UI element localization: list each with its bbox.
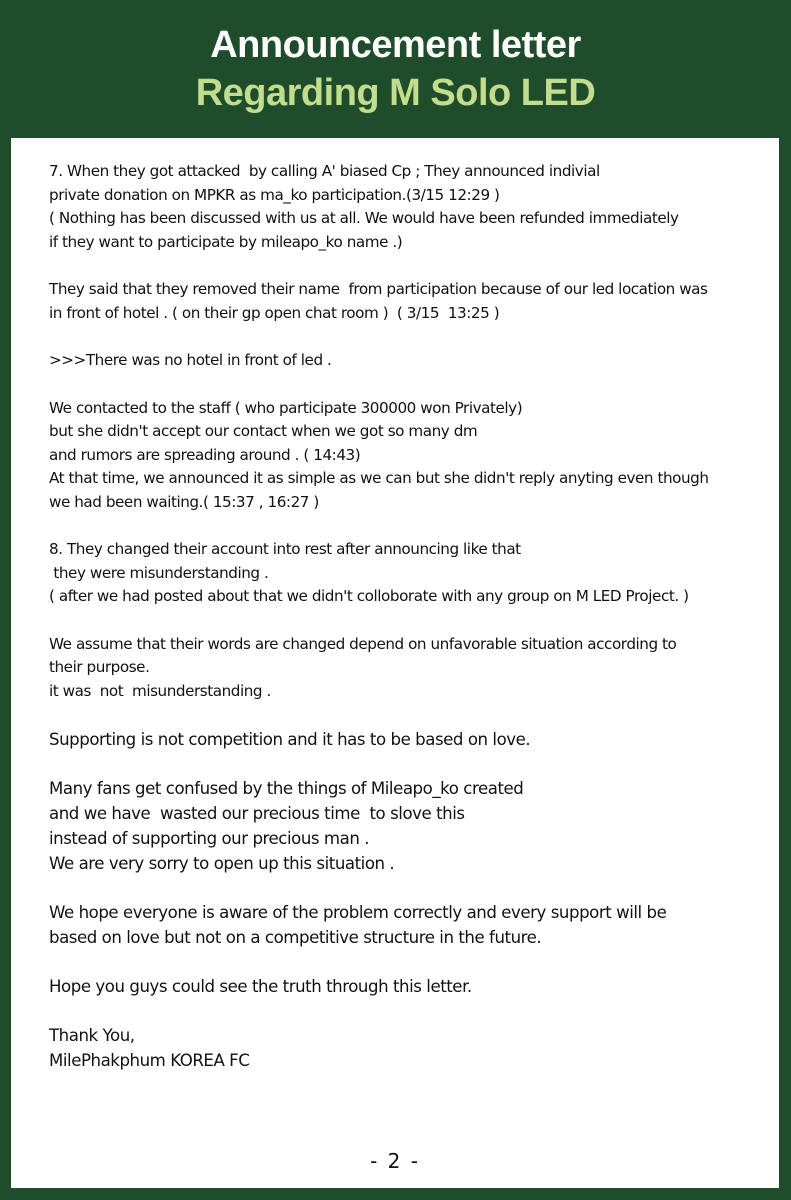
paragraph-line: if they want to participate by mileapo_ko name .)	[49, 232, 403, 251]
paragraph	[49, 974, 769, 999]
letter-title: Announcement letter	[210, 24, 581, 66]
paragraph	[49, 160, 769, 254]
paragraph-line: it was not misunderstanding .	[49, 681, 271, 700]
paragraph-line: we had been waiting.( 15:37 , 16:27 )	[49, 492, 319, 511]
paragraph	[49, 776, 769, 876]
paragraph-line: 8. They changed their account into rest after announcing like that	[49, 540, 521, 558]
paragraph	[49, 900, 769, 950]
paragraph-line: At that time, we announced it as simple as we can but she didn't reply anyting even though	[49, 469, 709, 487]
paragraph-line: but she didn't accept our contact when we got so many dm	[49, 422, 478, 440]
paragraph-line: and rumors are spreading around . ( 14:43)	[49, 445, 361, 464]
paragraph-line: instead of supporting our precious man .	[49, 829, 370, 848]
paragraph-line: MilePhakphum KOREA FC	[49, 1051, 250, 1070]
paragraph	[49, 397, 769, 515]
paragraph-line: We are very sorry to open up this situation .	[49, 854, 395, 873]
paragraph-line: in front of hotel . ( on their gp open chat room ) ( 3/15 13:25 )	[49, 303, 500, 322]
paragraph-line: 7. When they got attacked by calling A' biased Cp ; They announced indivial	[49, 162, 600, 180]
paragraph-line: and we have wasted our precious time to slove this	[49, 804, 465, 823]
paragraph-line: Many fans get confused by the things of Mileapo_ko created	[49, 779, 524, 798]
paragraph-line: They said that they removed their name from participation because of our led location was	[49, 280, 708, 298]
paragraph	[49, 1023, 769, 1073]
letter-content	[49, 160, 769, 1097]
paragraph-line: ( after we had posted about that we didn't colloborate with any group on M LED Project. )	[49, 587, 689, 605]
paragraph-line: Thank You,	[49, 1026, 135, 1045]
paragraph-line: We hope everyone is aware of the problem correctly and every support will be	[49, 903, 667, 922]
paragraph-line: their purpose.	[49, 658, 150, 676]
paragraph	[49, 278, 769, 325]
paragraph	[49, 538, 769, 609]
paragraph-line: private donation on MPKR as ma_ko participation.(3/15 12:29 )	[49, 185, 500, 204]
paragraph-line: Supporting is not competition and it has to be based on love.	[49, 730, 531, 749]
paragraph	[49, 727, 769, 752]
paragraph-line: >>>There was no hotel in front of led .	[49, 351, 332, 369]
paragraph-line: based on love but not on a competitive structure in the future.	[49, 928, 542, 947]
page-number: - 2 -	[370, 1149, 420, 1173]
paragraph-line: they were misunderstanding .	[49, 563, 269, 582]
paragraph-line: We assume that their words are changed depend on unfavorable situation according to	[49, 634, 677, 653]
letter-header	[0, 0, 791, 138]
letter-body	[11, 138, 779, 1188]
paragraph-line: We contacted to the staff ( who participate 300000 won Privately)	[49, 398, 523, 417]
paragraph-line: Hope you guys could see the truth through this letter.	[49, 977, 472, 996]
paragraph	[49, 349, 769, 373]
paragraph-line: ( Nothing has been discussed with us at all. We would have been refunded immediately	[49, 209, 679, 227]
paragraph	[49, 633, 769, 704]
letter-subtitle: Regarding M Solo LED	[195, 72, 596, 114]
